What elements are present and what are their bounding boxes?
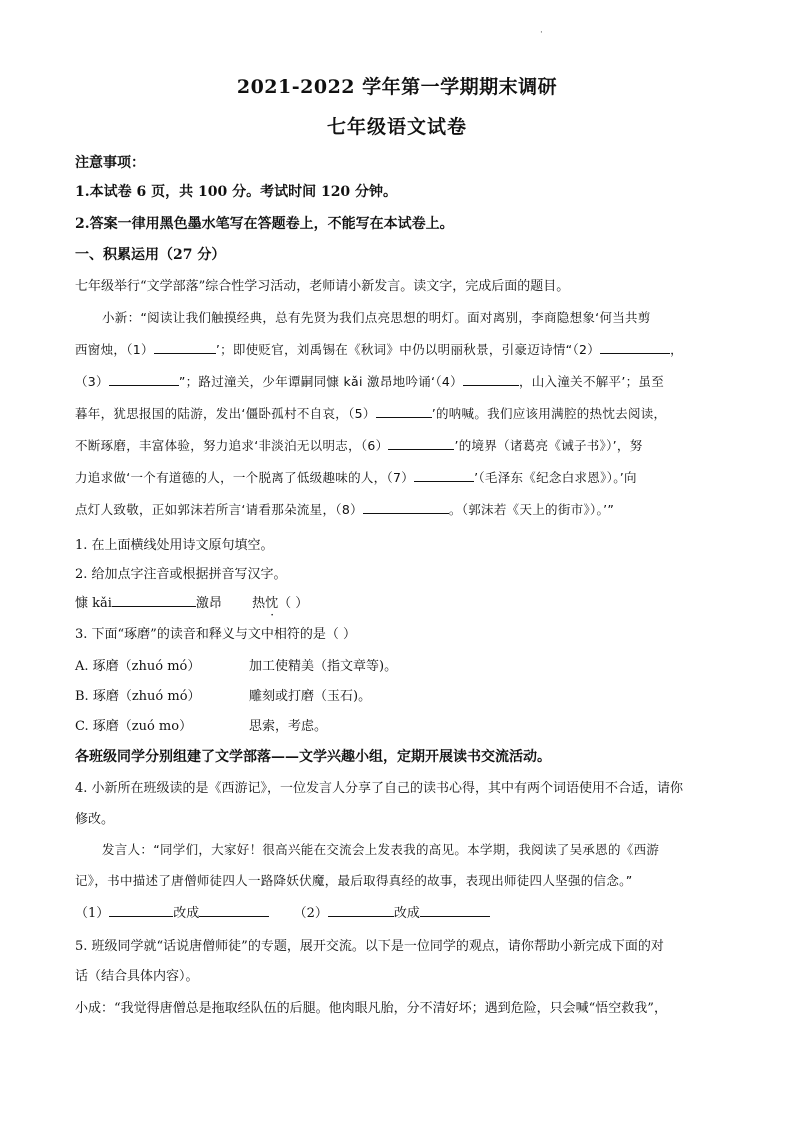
section1-intro: 七年级举行“文学部落”综合性学习活动，老师请小新发言。读文字，完成后面的题目。: [75, 279, 570, 294]
section1-heading: 一、积累运用（27 分）: [75, 247, 226, 263]
q2-word-b: 激昂: [195, 596, 222, 611]
blank-7: [414, 469, 474, 482]
q4-fill-2-label: （2）: [293, 906, 328, 921]
passage-line-5: [75, 436, 643, 454]
passage-line-3-c: ，山入潼关不解平’；虽至: [518, 374, 665, 389]
q2-blank: [112, 594, 196, 607]
passage-line-2-c: ，: [670, 342, 683, 357]
q3-option-a-meaning: 加工使精美（指文章等)。: [249, 659, 398, 674]
q2-paren: （ ）: [278, 596, 309, 611]
notes-item-1: 1.本试卷 6 页，共 100 分。考试时间 120 分钟。: [75, 184, 398, 200]
passage-line-3: [75, 372, 664, 390]
blank-6: [388, 437, 454, 450]
q3-option-c-label: C. 琢磨（zuó mo）: [75, 719, 193, 734]
passage-line-3-a: （3）: [75, 374, 109, 389]
question-4-line-1: 4. 小新所在班级读的是《西游记》，一位发言人分享了自己的读书心得，其中有两个词语使用不合适，请你: [75, 781, 684, 796]
q4-fill-2-change: 改成: [393, 906, 420, 921]
q3-option-a-label: A. 琢磨（zhuó mó）: [75, 659, 201, 674]
passage-line-2-b: ’；即使贬官，刘禹锡在《秋词》中仍以明丽秋景，引豪迈诗情“（2）: [215, 342, 601, 357]
blank-3: [109, 373, 179, 386]
passage-line-6: [75, 468, 637, 486]
notes-item-2: 2.答案一律用黑色墨水笔写在答题卷上，不能写在本试卷上。: [75, 216, 454, 232]
passage-line-6-a: 力追求做‘一个有道德的人，一个脱离了低级趣味的人，（7）: [75, 470, 415, 485]
question-3: 3. 下面“琢磨”的读音和释义与文中相符的是（ ）: [75, 627, 356, 642]
passage-line-1: 小新：“阅读让我们触摸经典，总有先贤为我们点亮思想的明灯。面对离别，李商隐想象‘何当共剪: [102, 310, 651, 325]
question-4-line-2: 修改。: [75, 812, 115, 827]
q3-option-b-meaning: 雕刻或打磨（玉石)。: [249, 689, 372, 704]
passage-line-7: [75, 500, 614, 518]
speech-line-2: 记》，书中描述了唐僧师徒四人一路降妖伏魔，最后取得真经的故事，表现出师徒四人坚强的信念。”: [75, 873, 633, 888]
question-1: 1. 在上面横线处用诗文原句填空。: [75, 538, 274, 553]
passage-line-3-b: ”；路过潼关，少年谭嗣同慷 kǎi 激昂地吟诵‘（4）: [178, 374, 463, 389]
question-4-answers: [75, 902, 490, 921]
question-5-line-3: 小成：“我觉得唐僧总是拖取经队伍的后腿。他肉眼凡胎，分不清好坏；遇到危险，只会喊“悟空救我”，: [75, 1001, 667, 1016]
passage-line-5-b: ’的境界（诸葛亮《诫子书》）’，努: [454, 438, 643, 453]
q4-blank-1b: [199, 904, 269, 917]
passage-line-6-b: ’（毛泽东《纪念白求恩》）。’向: [474, 470, 637, 485]
blank-4: [463, 373, 519, 386]
speech-line-1: 发言人：“同学们，大家好！很高兴能在交流会上发表我的高见。本学期，我阅读了吴承恩的《西游: [102, 842, 660, 857]
blank-1: [154, 341, 216, 354]
question-2-items: [75, 592, 308, 611]
corner-dot: ·: [540, 28, 543, 38]
passage-line-2: [75, 340, 683, 358]
passage-line-4: [75, 404, 666, 422]
passage-line-4-b: ’的呐喊。我们应该用满腔的热忱去阅读，: [431, 406, 667, 421]
q2-word-a: 慷 kǎi: [75, 596, 112, 611]
passage-line-7-a: 点灯人致敬，正如郭沫若所言‘请看那朵流星，（8）: [75, 502, 363, 517]
question-2: 2. 给加点字注音或根据拼音写汉字。: [75, 567, 287, 582]
exam-title: 2021-2022 学年第一学期期末调研: [236, 76, 558, 98]
blank-2: [600, 341, 670, 354]
passage-line-2-a: 西窗烛，（1）: [75, 342, 154, 357]
question-5-line-2: 话（结合具体内容）。: [75, 969, 199, 984]
blank-5: [376, 405, 432, 418]
notes-heading: 注意事项：: [75, 155, 145, 171]
q3-option-b-label: B. 琢磨（zhuó mó）: [75, 689, 201, 704]
passage-line-4-a: 暮年，犹思报国的陆游，发出‘僵卧孤村不自哀，（5）: [75, 406, 376, 421]
blank-8: [363, 501, 449, 514]
q4-blank-1a: [109, 904, 173, 917]
q4-fill-1-label: （1）: [75, 906, 110, 921]
q2-word-c: 热: [252, 596, 266, 611]
q2-dotted-char: 忱: [265, 596, 279, 611]
q4-blank-2b: [420, 904, 490, 917]
q4-fill-1-change: 改成: [173, 906, 200, 921]
group-activity-heading: 各班级同学分别组建了文学部落——文学兴趣小组，定期开展读书交流活动。: [75, 749, 551, 765]
passage-line-5-a: 不断琢磨，丰富体验，努力追求‘非淡泊无以明志，（6）: [75, 438, 389, 453]
q4-blank-2a: [328, 904, 394, 917]
q3-option-c-meaning: 思索，考虑。: [249, 719, 328, 734]
exam-subtitle: 七年级语文试卷: [326, 116, 467, 138]
question-5-line-1: 5. 班级同学就“话说唐僧师徒”的专题，展开交流。以下是一位同学的观点，请你帮助小新完成下面的对: [75, 939, 664, 954]
passage-line-7-b: 。（郭沫若《天上的街市》）。’”: [448, 502, 615, 517]
